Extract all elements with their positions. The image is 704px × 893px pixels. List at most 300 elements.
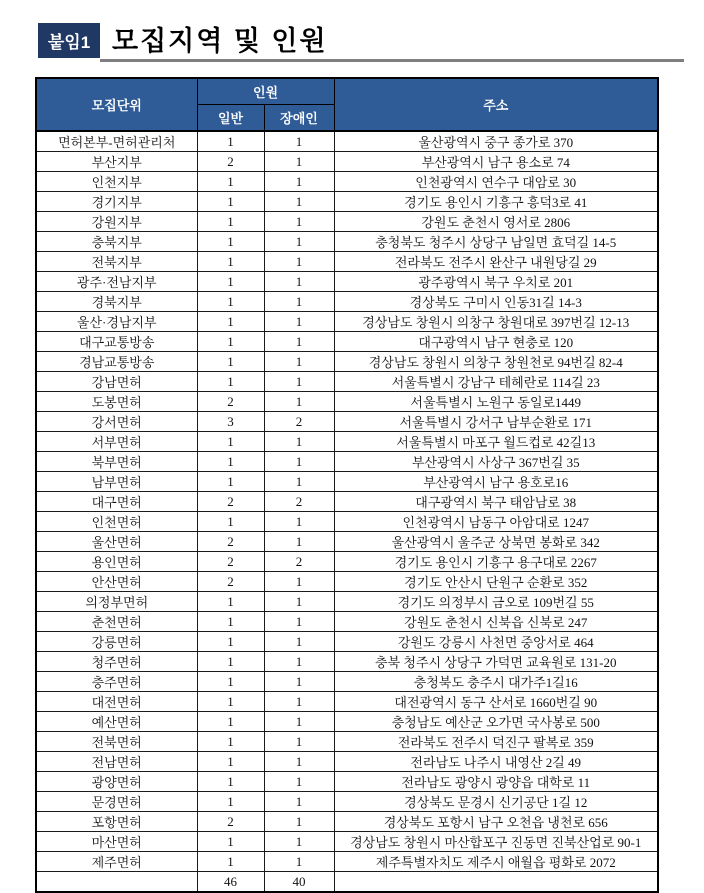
general-text: 2	[227, 154, 234, 169]
address-text: 강원도 춘천시 신북읍 신북로 247	[404, 615, 588, 630]
general-text: 1	[227, 854, 234, 869]
general-cell	[197, 432, 264, 452]
disabled-cell	[264, 352, 334, 372]
general-cell	[197, 292, 264, 312]
unit-text: 강릉면허	[91, 635, 142, 650]
unit-cell	[36, 272, 197, 292]
unit-text: 예산면허	[91, 715, 142, 730]
address-text: 부산광역시 사상구 367번길 35	[411, 455, 580, 470]
unit-cell	[36, 492, 197, 512]
disabled-cell	[264, 252, 334, 272]
general-cell	[197, 512, 264, 532]
table-row	[36, 472, 658, 492]
address-cell	[334, 292, 658, 312]
unit-cell	[36, 772, 197, 792]
unit-text: 대전면허	[91, 695, 142, 710]
general-cell	[197, 812, 264, 832]
address-text: 인천광역시 연수구 대암로 30	[415, 175, 577, 190]
address-cell	[334, 252, 658, 272]
address-text: 인천광역시 남동구 아암대로 1247	[402, 515, 589, 530]
general-text: 2	[227, 534, 234, 549]
general-text: 1	[227, 134, 234, 149]
disabled-text: 1	[295, 474, 303, 489]
address-text: 서울특별시 노원구 동일로1449	[410, 395, 582, 410]
general-cell	[197, 332, 264, 352]
address-cell	[334, 512, 658, 532]
address-text: 전라남도 나주시 내영산 2길 49	[410, 755, 582, 770]
disabled-cell	[264, 131, 334, 152]
disabled-cell	[264, 332, 334, 352]
unit-text: 마산면허	[91, 835, 142, 850]
disabled-cell	[264, 452, 334, 472]
address-text: 전라남도 광양시 광양읍 대학로 11	[401, 775, 591, 790]
disabled-text: 1	[295, 794, 303, 809]
unit-text: 울산면허	[91, 535, 142, 550]
table-row	[36, 292, 658, 312]
general-text: 2	[227, 814, 234, 829]
unit-cell	[36, 572, 197, 592]
address-cell	[334, 412, 658, 432]
address-text: 강원도 강릉시 사천면 중앙서로 464	[397, 635, 594, 650]
disabled-text: 1	[295, 514, 303, 529]
unit-cell	[36, 612, 197, 632]
general-cell	[197, 312, 264, 332]
unit-cell	[36, 692, 197, 712]
general-text: 1	[227, 734, 234, 749]
table-row	[36, 832, 658, 852]
disabled-text: 1	[295, 714, 303, 729]
general-text: 1	[227, 514, 234, 529]
address-cell	[334, 612, 658, 632]
table-row	[36, 672, 658, 692]
address-cell	[334, 172, 658, 192]
disabled-text: 1	[295, 614, 303, 629]
address-text: 대구광역시 북구 태암남로 38	[415, 495, 577, 510]
table-row	[36, 732, 658, 752]
general-cell	[197, 552, 264, 572]
disabled-text: 1	[295, 774, 303, 789]
address-cell	[334, 352, 658, 372]
unit-cell	[36, 292, 197, 312]
general-cell	[197, 532, 264, 552]
unit-cell	[36, 212, 197, 232]
table-row	[36, 632, 658, 652]
general-cell	[197, 732, 264, 752]
address-text: 서울특별시 강남구 테헤란로 114길 23	[391, 375, 600, 390]
unit-text: 충북지부	[91, 235, 142, 250]
disabled-cell	[264, 632, 334, 652]
col-header-address: 주소	[334, 78, 658, 131]
disabled-text: 1	[295, 354, 303, 369]
address-text: 부산광역시 남구 용호로16	[423, 475, 569, 490]
general-text: 1	[227, 454, 234, 469]
address-cell	[334, 832, 658, 852]
unit-cell	[36, 352, 197, 372]
general-text: 2	[227, 574, 234, 589]
unit-text: 전북면허	[91, 735, 142, 750]
unit-text: 면허본부-면허관리처	[58, 135, 176, 150]
disabled-text: 1	[295, 294, 303, 309]
disabled-text: 1	[295, 634, 303, 649]
general-cell	[197, 772, 264, 792]
address-text: 울산광역시 울주군 상북면 봉화로 342	[391, 535, 600, 550]
table-row	[36, 712, 658, 732]
disabled-text: 1	[295, 574, 303, 589]
unit-text: 강서면허	[91, 415, 142, 430]
general-text: 2	[227, 394, 234, 409]
unit-cell	[36, 652, 197, 672]
disabled-text: 1	[295, 594, 303, 609]
disabled-cell	[264, 792, 334, 812]
address-cell	[334, 652, 658, 672]
unit-cell	[36, 452, 197, 472]
disabled-cell	[264, 192, 334, 212]
address-text: 경상남도 창원시 마산합포구 진동면 진북산업로 90-1	[350, 835, 642, 850]
general-text: 1	[227, 794, 234, 809]
table-row	[36, 312, 658, 332]
disabled-text: 1	[295, 174, 303, 189]
table-header	[36, 78, 658, 131]
address-cell	[334, 532, 658, 552]
disabled-cell	[264, 692, 334, 712]
disabled-text: 1	[295, 214, 303, 229]
general-cell	[197, 752, 264, 772]
address-text: 경상북도 구미시 인동31길 14-3	[409, 295, 582, 310]
address-cell	[334, 212, 658, 232]
address-text: 울산광역시 중구 종가로 370	[418, 135, 574, 150]
general-cell	[197, 792, 264, 812]
general-cell	[197, 372, 264, 392]
table-row	[36, 652, 658, 672]
disabled-cell	[264, 312, 334, 332]
unit-cell	[36, 812, 197, 832]
unit-cell	[36, 832, 197, 852]
address-text: 경기도 의정부시 금오로 109번길 55	[397, 595, 594, 610]
address-cell	[334, 272, 658, 292]
title-underline	[100, 59, 684, 62]
disabled-text: 1	[295, 334, 303, 349]
col-header-general: 일반	[197, 104, 264, 131]
general-text: 1	[227, 474, 234, 489]
table-row	[36, 612, 658, 632]
unit-text: 광주·전남지부	[76, 275, 157, 290]
unit-text: 청주면허	[91, 655, 142, 670]
address-text: 전라북도 전주시 완산구 내원당길 29	[394, 255, 597, 270]
disabled-cell	[264, 212, 334, 232]
disabled-cell	[264, 572, 334, 592]
address-text: 충청북도 청주시 상당구 남일면 효덕길 14-5	[375, 235, 617, 250]
disabled-cell	[264, 592, 334, 612]
address-text: 광주광역시 북구 우치로 201	[418, 275, 574, 290]
total-disabled-cell	[264, 872, 334, 892]
disabled-cell	[264, 472, 334, 492]
disabled-cell	[264, 512, 334, 532]
address-cell	[334, 692, 658, 712]
table-row	[36, 592, 658, 612]
table-body	[36, 131, 658, 892]
address-cell	[334, 312, 658, 332]
col-header-unit: 모집단위	[36, 78, 197, 131]
unit-cell	[36, 852, 197, 872]
general-cell	[197, 232, 264, 252]
address-text: 충청북도 충주시 대가주1길16	[413, 675, 578, 690]
unit-cell	[36, 312, 197, 332]
general-text: 1	[227, 194, 234, 209]
disabled-cell	[264, 172, 334, 192]
general-cell	[197, 492, 264, 512]
address-cell	[334, 492, 658, 512]
unit-cell	[36, 632, 197, 652]
table-row	[36, 532, 658, 552]
general-cell	[197, 472, 264, 492]
disabled-text: 1	[295, 194, 303, 209]
disabled-text: 1	[295, 314, 303, 329]
address-cell	[334, 852, 658, 872]
disabled-cell	[264, 712, 334, 732]
disabled-cell	[264, 392, 334, 412]
address-text: 경상남도 창원시 의창구 창원대로 397번길 12-13	[362, 315, 630, 330]
disabled-text: 1	[295, 154, 303, 169]
table-row	[36, 512, 658, 532]
general-text: 1	[227, 634, 234, 649]
unit-text: 인천지부	[91, 175, 142, 190]
total-address-cell	[334, 872, 658, 892]
disabled-cell	[264, 272, 334, 292]
unit-text: 안산면허	[91, 575, 142, 590]
unit-text: 춘천면허	[91, 615, 142, 630]
unit-text: 부산지부	[91, 155, 142, 170]
disabled-cell	[264, 232, 334, 252]
disabled-text: 1	[295, 254, 303, 269]
general-text: 2	[227, 554, 234, 569]
address-cell	[334, 812, 658, 832]
unit-text: 전남면허	[91, 755, 142, 770]
address-cell	[334, 472, 658, 492]
general-cell	[197, 352, 264, 372]
unit-text: 대구교통방송	[79, 335, 155, 350]
disabled-cell	[264, 552, 334, 572]
unit-cell	[36, 432, 197, 452]
total-general-cell	[197, 872, 264, 892]
address-cell	[334, 732, 658, 752]
general-text: 1	[227, 834, 234, 849]
unit-cell	[36, 131, 197, 152]
address-text: 경기도 용인시 기흥구 용구대로 2267	[394, 555, 597, 570]
disabled-text: 1	[295, 434, 303, 449]
unit-text: 충주면허	[91, 675, 142, 690]
disabled-text: 1	[295, 234, 303, 249]
address-text: 강원도 춘천시 영서로 2806	[421, 215, 571, 230]
general-text: 1	[227, 294, 234, 309]
general-cell	[197, 692, 264, 712]
general-text: 1	[227, 754, 234, 769]
address-text: 전라북도 전주시 덕진구 팔복로 359	[397, 735, 594, 750]
disabled-text: 1	[295, 374, 303, 389]
table-row	[36, 332, 658, 352]
disabled-cell	[264, 812, 334, 832]
disabled-cell	[264, 852, 334, 872]
disabled-cell	[264, 492, 334, 512]
disabled-text: 1	[295, 834, 303, 849]
general-cell	[197, 612, 264, 632]
unit-cell	[36, 552, 197, 572]
disabled-cell	[264, 832, 334, 852]
address-text: 경상남도 창원시 의창구 창원천로 94번길 82-4	[368, 355, 623, 370]
unit-text: 서부면허	[91, 435, 142, 450]
disabled-text: 2	[295, 414, 303, 429]
disabled-cell	[264, 752, 334, 772]
table-row	[36, 452, 658, 472]
unit-cell	[36, 172, 197, 192]
disabled-cell	[264, 772, 334, 792]
general-text: 1	[227, 674, 234, 689]
disabled-cell	[264, 612, 334, 632]
disabled-text: 1	[295, 754, 303, 769]
disabled-text: 1	[295, 854, 303, 869]
unit-cell	[36, 592, 197, 612]
address-cell	[334, 372, 658, 392]
address-cell	[334, 432, 658, 452]
general-cell	[197, 131, 264, 152]
table-row	[36, 772, 658, 792]
attachment-badge: 붙임1	[38, 23, 100, 58]
table-row	[36, 412, 658, 432]
address-cell	[334, 131, 658, 152]
general-cell	[197, 152, 264, 172]
recruitment-table	[35, 77, 659, 893]
disabled-text: 1	[295, 694, 303, 709]
table-row	[36, 432, 658, 452]
table-row	[36, 192, 658, 212]
general-text: 3	[227, 414, 234, 429]
general-cell	[197, 712, 264, 732]
general-cell	[197, 412, 264, 432]
address-text: 경기도 안산시 단원구 순환로 352	[404, 575, 588, 590]
address-cell	[334, 672, 658, 692]
unit-text: 대구면허	[91, 495, 142, 510]
disabled-text: 1	[295, 274, 303, 289]
total-row	[36, 872, 658, 892]
address-text: 경상북도 포항시 남구 오천읍 냉천로 656	[383, 815, 608, 830]
disabled-text: 1	[295, 814, 303, 829]
general-cell	[197, 212, 264, 232]
address-text: 충청남도 예산군 오가면 국사봉로 500	[391, 715, 600, 730]
disabled-cell	[264, 652, 334, 672]
address-text: 대구광역시 남구 현충로 120	[418, 335, 574, 350]
general-text: 1	[227, 354, 234, 369]
table-row	[36, 752, 658, 772]
unit-cell	[36, 392, 197, 412]
general-cell	[197, 172, 264, 192]
unit-cell	[36, 192, 197, 212]
disabled-text: 1	[295, 134, 303, 149]
col-header-disabled: 장애인	[264, 104, 334, 131]
general-text: 1	[227, 274, 234, 289]
unit-cell	[36, 712, 197, 732]
unit-text: 경남교통방송	[79, 355, 155, 370]
disabled-text: 2	[295, 554, 303, 569]
address-cell	[334, 752, 658, 772]
table-row	[36, 492, 658, 512]
unit-text: 전북지부	[91, 255, 142, 270]
general-cell	[197, 672, 264, 692]
table-row	[36, 812, 658, 832]
disabled-cell	[264, 672, 334, 692]
address-text: 서울특별시 마포구 월드컵로 42길13	[396, 435, 596, 450]
address-text: 제주특별자치도 제주시 애월읍 평화로 2072	[375, 855, 616, 870]
unit-text: 강남면허	[91, 375, 142, 390]
disabled-cell	[264, 372, 334, 392]
disabled-text: 1	[295, 454, 303, 469]
unit-text: 도봉면허	[91, 395, 142, 410]
general-cell	[197, 632, 264, 652]
address-text: 경기도 용인시 기흥구 흥덕3로 41	[404, 195, 588, 210]
general-text: 1	[227, 374, 234, 389]
disabled-cell	[264, 432, 334, 452]
general-text: 1	[227, 694, 234, 709]
address-cell	[334, 232, 658, 252]
general-cell	[197, 392, 264, 412]
table-row	[36, 372, 658, 392]
disabled-cell	[264, 732, 334, 752]
general-cell	[197, 652, 264, 672]
address-cell	[334, 712, 658, 732]
disabled-text: 1	[295, 654, 303, 669]
unit-cell	[36, 512, 197, 532]
unit-cell	[36, 232, 197, 252]
general-cell	[197, 452, 264, 472]
unit-text: 의정부면허	[85, 595, 149, 610]
address-cell	[334, 772, 658, 792]
table-row	[36, 232, 658, 252]
general-text: 1	[227, 334, 234, 349]
address-text: 충북 청주시 상당구 가덕면 교육원로 131-20	[375, 655, 617, 670]
general-cell	[197, 272, 264, 292]
unit-text: 인천면허	[91, 515, 142, 530]
unit-cell	[36, 252, 197, 272]
disabled-text: 1	[295, 534, 303, 549]
address-cell	[334, 632, 658, 652]
unit-cell	[36, 472, 197, 492]
unit-cell	[36, 372, 197, 392]
address-cell	[334, 552, 658, 572]
unit-cell	[36, 332, 197, 352]
unit-text: 울산·경남지부	[76, 315, 157, 330]
table-row	[36, 572, 658, 592]
unit-cell	[36, 752, 197, 772]
disabled-cell	[264, 152, 334, 172]
table-row	[36, 172, 658, 192]
unit-text: 제주면허	[91, 855, 142, 870]
total-general-text: 46	[224, 873, 237, 889]
general-text: 1	[227, 654, 234, 669]
unit-cell	[36, 792, 197, 812]
general-text: 1	[227, 214, 234, 229]
disabled-cell	[264, 412, 334, 432]
address-text: 경상북도 문경시 신기공단 1길 12	[404, 795, 588, 810]
address-cell	[334, 792, 658, 812]
general-text: 1	[227, 174, 234, 189]
address-cell	[334, 452, 658, 472]
general-cell	[197, 852, 264, 872]
col-header-personnel: 인원	[197, 78, 334, 104]
page-title: 모집지역 및 인원	[112, 26, 328, 56]
general-text: 1	[227, 774, 234, 789]
total-disabled-text: 40	[292, 873, 306, 889]
general-cell	[197, 252, 264, 272]
disabled-text: 1	[295, 394, 303, 409]
unit-cell	[36, 412, 197, 432]
